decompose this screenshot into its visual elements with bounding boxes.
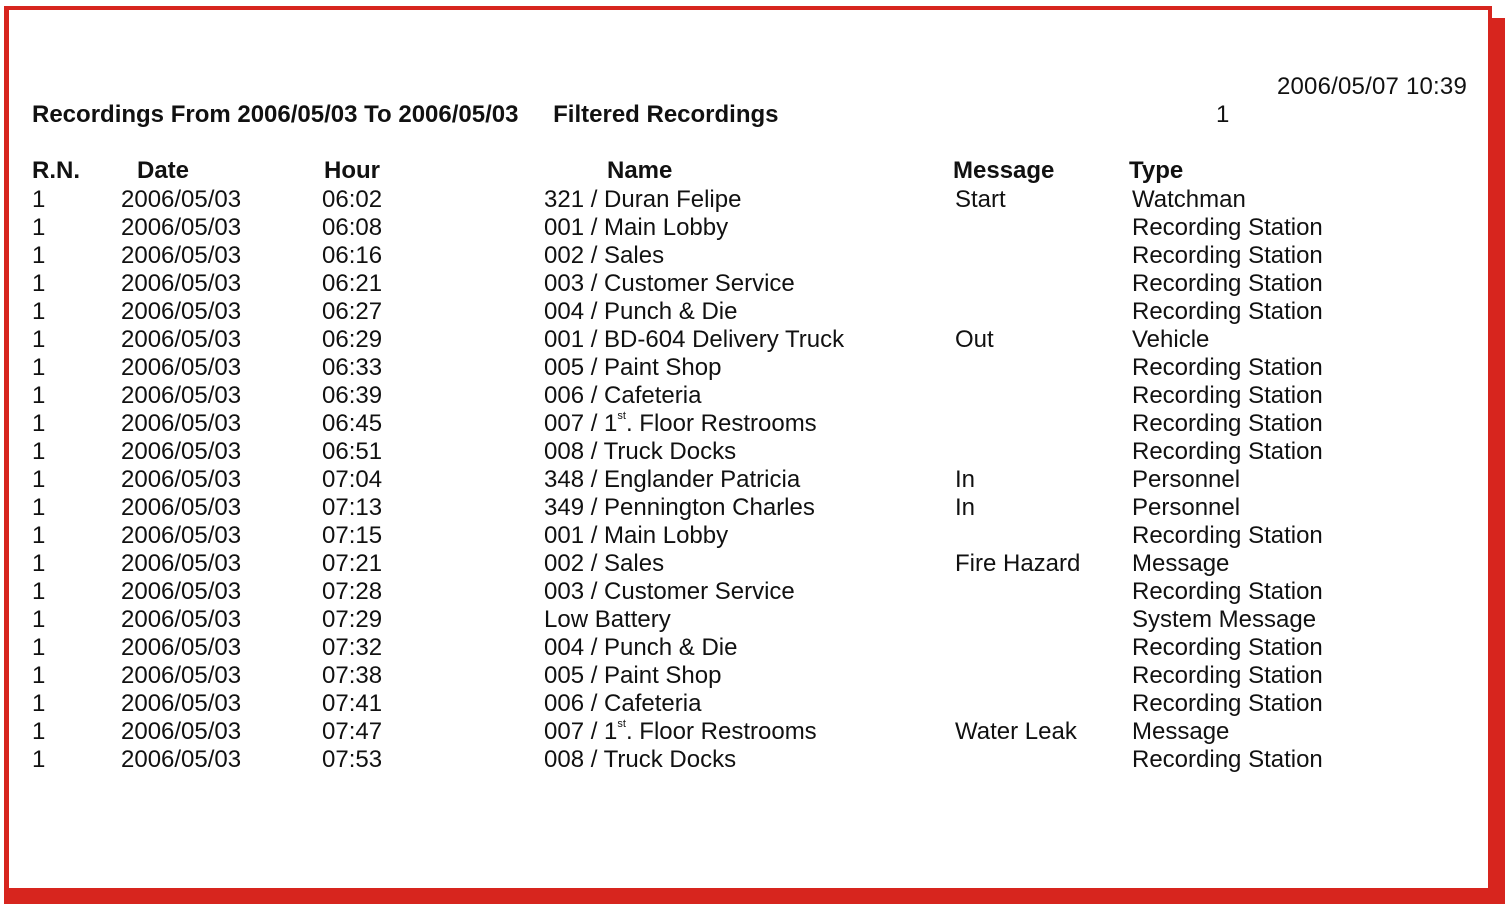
table-row [0, 522, 1480, 550]
cell-date: 2006/05/03 [121, 746, 242, 773]
cell-name: 003 / Customer Service [544, 270, 795, 297]
cell-name: 002 / Sales [544, 242, 665, 269]
table-row [0, 634, 1480, 662]
column-header-rn: R.N. [32, 157, 80, 184]
cell-hour: 07:38 [322, 662, 383, 689]
cell-date: 2006/05/03 [121, 662, 242, 689]
table-row [0, 606, 1480, 634]
cell-date: 2006/05/03 [121, 494, 242, 521]
table-row [0, 186, 1480, 214]
cell-type: Vehicle [1132, 326, 1210, 353]
cell-hour: 06:08 [322, 214, 383, 241]
cell-hour: 07:28 [322, 578, 383, 605]
cell-hour: 06:29 [322, 326, 383, 353]
table-row [0, 438, 1480, 466]
cell-name: 006 / Cafeteria [544, 382, 702, 409]
cell-type: Personnel [1132, 494, 1241, 521]
table-row [0, 746, 1480, 774]
cell-date: 2006/05/03 [121, 270, 242, 297]
cell-date: 2006/05/03 [121, 326, 242, 353]
column-header-hour: Hour [324, 157, 380, 184]
cell-type: Watchman [1132, 186, 1246, 213]
cell-name: 001 / Main Lobby [544, 522, 729, 549]
cell-date: 2006/05/03 [121, 718, 242, 745]
cell-hour: 07:13 [322, 494, 383, 521]
cell-rn: 1 [32, 410, 46, 437]
cell-name: 004 / Punch & Die [544, 298, 738, 325]
cell-date: 2006/05/03 [121, 354, 242, 381]
cell-rn: 1 [32, 494, 46, 521]
frame-shadow-bottom [4, 888, 1505, 904]
cell-name: 001 / Main Lobby [544, 214, 729, 241]
cell-rn: 1 [32, 354, 46, 381]
cell-rn: 1 [32, 270, 46, 297]
cell-hour: 06:51 [322, 438, 383, 465]
cell-type: Recording Station [1132, 410, 1323, 437]
table-row [0, 718, 1480, 746]
cell-name [544, 718, 817, 746]
frame-shadow-right [1492, 18, 1505, 904]
cell-rn: 1 [32, 690, 46, 717]
cell-rn: 1 [32, 298, 46, 325]
cell-name-suffix: . Floor Restrooms [625, 410, 817, 437]
cell-date: 2006/05/03 [121, 298, 242, 325]
table-row [0, 242, 1480, 270]
cell-message: Water Leak [955, 718, 1077, 745]
cell-name-ordinal: st [617, 410, 626, 422]
cell-type: Recording Station [1132, 298, 1323, 325]
cell-name: 004 / Punch & Die [544, 634, 738, 661]
cell-name: 008 / Truck Docks [544, 438, 737, 465]
cell-date: 2006/05/03 [121, 410, 242, 437]
cell-hour: 06:39 [322, 382, 383, 409]
cell-rn: 1 [32, 578, 46, 605]
cell-date: 2006/05/03 [121, 382, 242, 409]
cell-type: Recording Station [1132, 578, 1323, 605]
cell-rn: 1 [32, 634, 46, 661]
cell-type: Recording Station [1132, 354, 1323, 381]
cell-rn: 1 [32, 214, 46, 241]
report-filter-label: Filtered Recordings [553, 101, 779, 128]
cell-date: 2006/05/03 [121, 242, 242, 269]
cell-message: In [955, 494, 976, 521]
cell-type: Recording Station [1132, 690, 1323, 717]
cell-date: 2006/05/03 [121, 466, 242, 493]
cell-date: 2006/05/03 [121, 634, 242, 661]
cell-type: Recording Station [1132, 242, 1323, 269]
table-row [0, 494, 1480, 522]
table-row [0, 298, 1480, 326]
cell-type: Recording Station [1132, 270, 1323, 297]
report-count: 1 [1216, 101, 1230, 128]
cell-date: 2006/05/03 [121, 522, 242, 549]
table-row [0, 354, 1480, 382]
cell-name-suffix: . Floor Restrooms [625, 718, 817, 745]
cell-rn: 1 [32, 662, 46, 689]
cell-name: 002 / Sales [544, 550, 665, 577]
column-header-date: Date [137, 157, 190, 184]
cell-name: 008 / Truck Docks [544, 746, 737, 773]
cell-rn: 1 [32, 606, 46, 633]
cell-hour: 06:45 [322, 410, 383, 437]
printed-datetime: 2006/05/07 10:39 [1276, 73, 1467, 100]
cell-message: In [955, 466, 976, 493]
table-row [0, 270, 1480, 298]
cell-rn: 1 [32, 242, 46, 269]
table-row [0, 382, 1480, 410]
cell-rn: 1 [32, 746, 46, 773]
cell-hour: 07:29 [322, 606, 383, 633]
frame-border-top [4, 6, 1492, 10]
cell-name: 321 / Duran Felipe [544, 186, 742, 213]
cell-rn: 1 [32, 326, 46, 353]
cell-name-prefix: 007 / 1 [544, 410, 618, 437]
cell-type: Message [1132, 550, 1230, 577]
cell-hour: 07:32 [322, 634, 383, 661]
cell-date: 2006/05/03 [121, 186, 242, 213]
cell-hour: 06:33 [322, 354, 383, 381]
cell-name: Low Battery [544, 606, 671, 633]
cell-rn: 1 [32, 718, 46, 745]
cell-name-prefix: 007 / 1 [544, 718, 618, 745]
column-header-name: Name [607, 157, 673, 184]
cell-hour: 07:21 [322, 550, 383, 577]
cell-date: 2006/05/03 [121, 214, 242, 241]
cell-hour: 06:16 [322, 242, 383, 269]
cell-hour: 07:53 [322, 746, 383, 773]
cell-hour: 07:04 [322, 466, 383, 493]
cell-name: 005 / Paint Shop [544, 662, 722, 689]
cell-hour: 06:21 [322, 270, 383, 297]
cell-type: Message [1132, 718, 1230, 745]
column-header-message: Message [953, 157, 1055, 184]
cell-rn: 1 [32, 186, 46, 213]
cell-hour: 07:47 [322, 718, 383, 745]
cell-message: Start [955, 186, 1006, 213]
table-row [0, 410, 1480, 438]
cell-date: 2006/05/03 [121, 578, 242, 605]
recordings-table [0, 186, 1480, 774]
cell-type: Recording Station [1132, 746, 1323, 773]
cell-name: 006 / Cafeteria [544, 690, 702, 717]
column-header-type: Type [1129, 157, 1184, 184]
table-row [0, 550, 1480, 578]
table-row [0, 466, 1480, 494]
table-row [0, 214, 1480, 242]
cell-hour: 06:02 [322, 186, 383, 213]
report-date-range: Recordings From 2006/05/03 To 2006/05/03 [32, 101, 519, 128]
cell-rn: 1 [32, 522, 46, 549]
cell-type: Personnel [1132, 466, 1241, 493]
cell-message: Fire Hazard [955, 550, 1081, 577]
cell-type: Recording Station [1132, 382, 1323, 409]
cell-name-ordinal: st [617, 718, 626, 730]
cell-hour: 06:27 [322, 298, 383, 325]
cell-date: 2006/05/03 [121, 606, 242, 633]
cell-name: 001 / BD-604 Delivery Truck [544, 326, 845, 353]
cell-name: 348 / Englander Patricia [544, 466, 801, 493]
report-title [32, 101, 779, 129]
cell-rn: 1 [32, 466, 46, 493]
cell-date: 2006/05/03 [121, 550, 242, 577]
cell-rn: 1 [32, 382, 46, 409]
cell-type: System Message [1132, 606, 1317, 633]
cell-date: 2006/05/03 [121, 438, 242, 465]
table-row [0, 662, 1480, 690]
cell-name: 005 / Paint Shop [544, 354, 722, 381]
cell-type: Recording Station [1132, 662, 1323, 689]
cell-date: 2006/05/03 [121, 690, 242, 717]
cell-rn: 1 [32, 438, 46, 465]
cell-type: Recording Station [1132, 634, 1323, 661]
cell-rn: 1 [32, 550, 46, 577]
cell-hour: 07:41 [322, 690, 383, 717]
cell-type: Recording Station [1132, 522, 1323, 549]
cell-name [544, 410, 817, 438]
cell-hour: 07:15 [322, 522, 383, 549]
cell-type: Recording Station [1132, 214, 1323, 241]
cell-type: Recording Station [1132, 438, 1323, 465]
cell-name: 003 / Customer Service [544, 578, 795, 605]
table-row [0, 690, 1480, 718]
table-row [0, 326, 1480, 354]
table-row [0, 578, 1480, 606]
cell-name: 349 / Pennington Charles [544, 494, 815, 521]
cell-message: Out [955, 326, 994, 353]
